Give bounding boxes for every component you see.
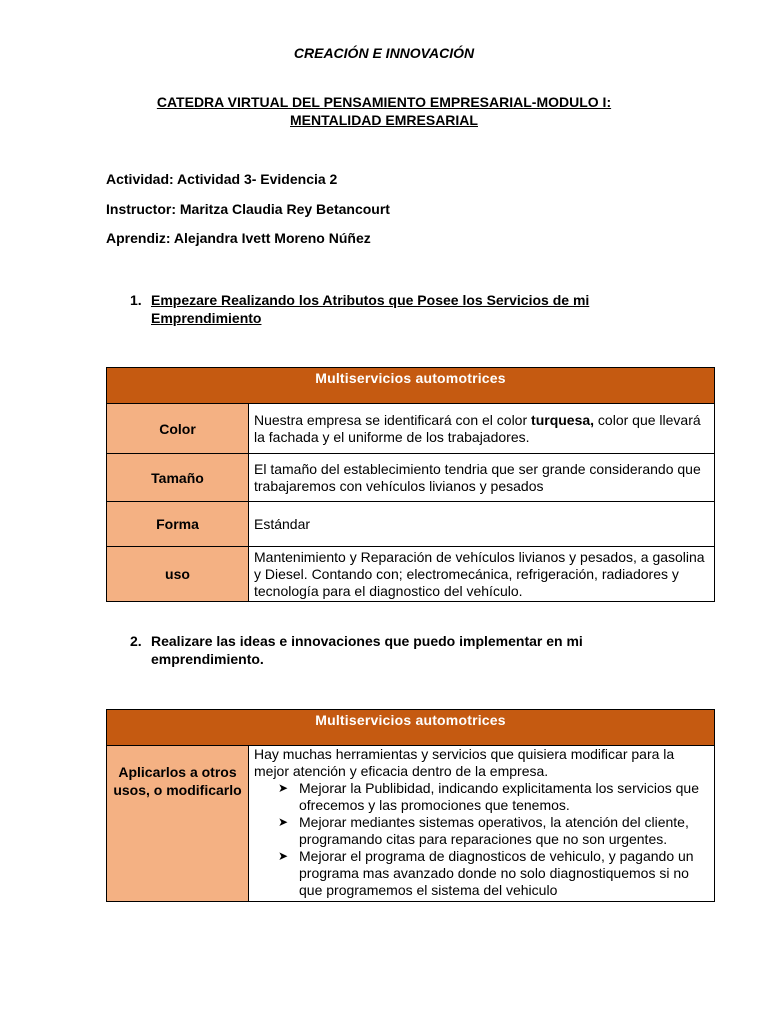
attributes-table-header-row (107, 368, 715, 404)
arrow-bullet-icon: ➤ (278, 781, 289, 795)
innovations-list (254, 780, 709, 899)
instructor-line: Instructor: Maritza Claudia Rey Betancourt (106, 201, 390, 217)
row-label-color: Color (107, 404, 249, 454)
table-row (107, 404, 715, 454)
row-text-color (249, 404, 715, 454)
innovations-body (249, 746, 715, 902)
attributes-table (106, 367, 715, 602)
bullet-text: Mejorar el programa de diagnosticos de vehiculo, y pagando un programa mas avanzado donde no solo diagnostiquemos si no que programemos el sistema del vehiculo (299, 848, 694, 898)
actividad-line: Actividad: Actividad 3- Evidencia 2 (106, 171, 338, 187)
row-text-forma: Estándar (249, 502, 715, 547)
row-label-forma: Forma (107, 502, 249, 547)
subtitle-line-2: MENTALIDAD EMRESARIAL (290, 112, 478, 128)
color-text-bold: turquesa, (531, 411, 595, 428)
innovations-table-header: Multiservicios automotrices (107, 710, 715, 746)
row-label-tamano: Tamaño (107, 454, 249, 502)
table-row (107, 547, 715, 602)
arrow-bullet-icon: ➤ (278, 849, 289, 863)
section2-heading-text: Realizare las ideas e innovaciones que puedo implementar en mi emprendimiento. (151, 633, 583, 667)
section2-number: 2. (130, 633, 142, 649)
aprendiz-line: Aprendiz: Alejandra Ivett Moreno Núñez (106, 230, 371, 246)
list-item (254, 780, 709, 814)
bullet-text: Mejorar la Publibidad, indicando explicitamenta los servicios que ofrecemos y las promociones que tenemos. (299, 780, 699, 813)
innovations-table-header-row (107, 710, 715, 746)
row-text-tamano: El tamaño del establecimiento tendria que ser grande considerando que trabajaremos con vehículos livianos y pesados (249, 454, 715, 502)
list-item (254, 848, 709, 899)
color-text-before: Nuestra empresa se identificará con el color (254, 411, 532, 428)
document-subtitle (120, 93, 648, 129)
arrow-bullet-icon: ➤ (278, 815, 289, 829)
section1-number: 1. (130, 292, 142, 308)
innovations-intro: Hay muchas herramientas y servicios que quisiera modificar para la mejor atención y eficacia dentro de la empresa. (254, 746, 675, 779)
table-row (107, 746, 715, 902)
table-row (107, 502, 715, 547)
innovations-table (106, 709, 715, 902)
row-label-uso: uso (107, 547, 249, 602)
list-item (254, 814, 709, 848)
table-row (107, 454, 715, 502)
bullet-text: Mejorar mediantes sistemas operativos, la atención del cliente, programando citas para reparaciones que no son urgentes. (299, 814, 689, 847)
subtitle-line-1: CATEDRA VIRTUAL DEL PENSAMIENTO EMPRESARIAL-MODULO I: (156, 94, 612, 110)
row-label-aplicarlos: Aplicarlos a otros usos, o modificarlo (107, 746, 249, 902)
section1-heading-text: Empezare Realizando los Atributos que Posee los Servicios de mi Emprendimiento (151, 292, 590, 326)
row-text-uso: Mantenimiento y Reparación de vehículos livianos y pesados, a gasolina y Diesel. Contando con; electromecánica, refrigeración, radiadores y tecnología para el diagnostico del vehículo. (249, 547, 715, 602)
document-title: CREACIÓN E INNOVACIÓN (293, 45, 475, 61)
color-text-after: color que llevará la fachada y el uniforme de los trabajadores. (254, 411, 701, 445)
attributes-table-header: Multiservicios automotrices (107, 368, 715, 404)
